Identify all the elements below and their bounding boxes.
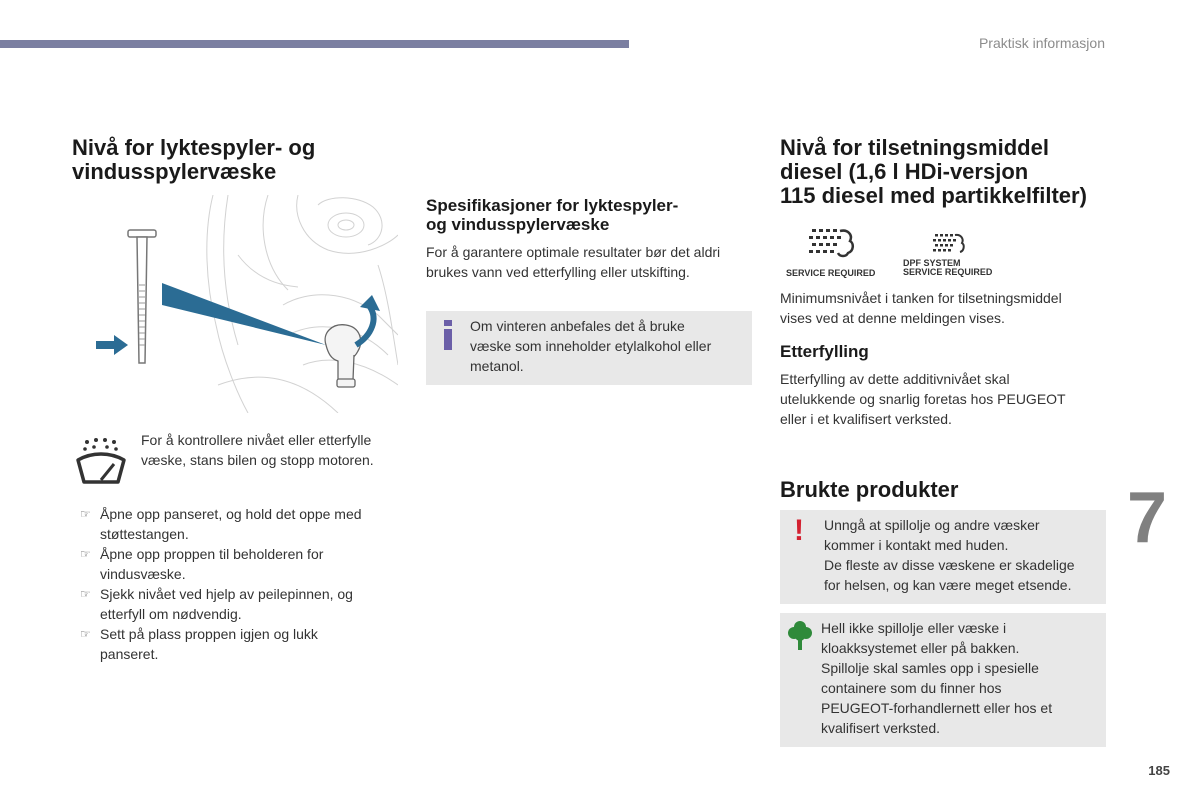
environment-line1: Hell ikke spillolje eller væske i [821, 620, 1007, 636]
list-item-line1: Sett på plass proppen igjen og lukk [100, 626, 318, 642]
header-bar [0, 40, 629, 48]
dpf-service-label [903, 259, 1013, 277]
additive-title-line1: Nivå for tilsetningsmiddel [780, 135, 1049, 160]
list-item [72, 504, 402, 544]
refill-line1: Etterfylling av dette additivnivået skal [780, 371, 1010, 387]
spec-subtitle-line2: og vindusspylervæske [426, 215, 610, 234]
left-title-line1: Nivå for lyktespyler- og [72, 135, 316, 160]
minimum-level-text [780, 288, 1120, 328]
info-box [426, 311, 752, 385]
spec-paragraph [426, 242, 756, 282]
procedure-list [72, 504, 402, 664]
refill-line3: eller i et kvalifisert verksted. [780, 411, 952, 427]
stop-engine-note-line2: væske, stans bilen og stopp motoren. [141, 452, 374, 468]
environment-line4: containere som du finner hos [821, 680, 1002, 696]
environment-line5: PEUGEOT-forhandlernett eller hos et [821, 700, 1053, 716]
list-item-line2: etterfyll om nødvendig. [100, 606, 242, 622]
used-products-heading: Brukte produkter [780, 477, 959, 502]
list-item-line1: Sjekk nivået ved hjelp av peilepinnen, og [100, 586, 353, 602]
info-icon [441, 320, 455, 350]
additive-title-line2: diesel (1,6 l HDi-versjon [780, 159, 1029, 184]
additive-title-line3: 115 diesel med partikkelfilter) [780, 183, 1087, 208]
bullet-hand-icon: ☞ [80, 547, 91, 561]
list-item [72, 544, 402, 584]
list-item-line2: vindusvæske. [100, 566, 186, 582]
environment-text [821, 618, 1103, 738]
list-item-line2: panseret. [100, 646, 159, 662]
info-text [470, 316, 748, 376]
info-text-line2: væske som inneholder etylalkohol eller [470, 338, 712, 354]
page-number: 185 [1148, 763, 1170, 778]
warning-box [780, 510, 1106, 604]
warning-line2: kommer i kontakt med huden. [824, 537, 1009, 553]
refill-line2: utelukkende og snarlig foretas hos PEUGEOT [780, 391, 1066, 407]
spec-subtitle-line1: Spesifikasjoner for lyktespyler- [426, 196, 679, 215]
chapter-number: 7 [1127, 478, 1168, 558]
windscreen-washer-icon [74, 436, 128, 486]
environment-line3: Spillolje skal samles opp i spesielle [821, 660, 1039, 676]
engine-bay-drawing [88, 195, 398, 413]
list-item [72, 624, 402, 664]
dpf-system-icon [930, 232, 966, 258]
service-required-icon [806, 225, 856, 265]
additive-title [780, 136, 1120, 208]
section-header: Praktisk informasjon [978, 35, 1105, 51]
warning-line4: for helsen, og kan være meget etsende. [824, 577, 1072, 593]
warning-line1: Unngå at spillolje og andre væsker [824, 517, 1040, 533]
stop-engine-note-line1: For å kontrollere nivået eller etterfylle [141, 432, 372, 448]
environment-line2: kloakksystemet eller på bakken. [821, 640, 1020, 656]
left-title [72, 136, 402, 184]
info-text-line3: metanol. [470, 358, 524, 374]
bullet-hand-icon: ☞ [80, 507, 91, 521]
tree-icon [788, 620, 812, 650]
bullet-hand-icon: ☞ [80, 587, 91, 601]
spec-paragraph-line1: For å garantere optimale resultater bør det aldri [426, 244, 721, 260]
warning-text [824, 515, 1102, 595]
stop-engine-note [141, 430, 406, 470]
left-title-line2: vindusspylervæske [72, 159, 277, 184]
environment-line6: kvalifisert verksted. [821, 720, 941, 736]
spec-paragraph-line2: brukes vann ved etterfylling eller utskifting. [426, 264, 690, 280]
dpf-service-label-line2: SERVICE REQUIRED [903, 267, 993, 277]
minimum-level-line1: Minimumsnivået i tanken for tilsetningsmiddel [780, 290, 1062, 306]
environment-box [780, 613, 1106, 747]
list-item-line2: støttestangen. [100, 526, 189, 542]
refill-text [780, 369, 1120, 429]
warning-line3: De fleste av disse væskene er skadelige [824, 557, 1075, 573]
warning-icon: ! [794, 514, 804, 547]
list-item-line1: Åpne opp panseret, og hold det oppe med [100, 506, 362, 522]
minimum-level-line2: vises ved at denne meldingen vises. [780, 310, 1005, 326]
bullet-hand-icon: ☞ [80, 627, 91, 641]
spec-subtitle [426, 196, 756, 234]
washer-reservoir-illustration [88, 195, 398, 413]
dpf-service-label-line1: DPF SYSTEM [903, 258, 961, 268]
refill-heading: Etterfylling [780, 342, 869, 361]
list-item [72, 584, 402, 624]
list-item-line1: Åpne opp proppen til beholderen for [100, 546, 324, 562]
info-text-line1: Om vinteren anbefales det å bruke [470, 318, 685, 334]
service-required-label: SERVICE REQUIRED [786, 268, 876, 278]
